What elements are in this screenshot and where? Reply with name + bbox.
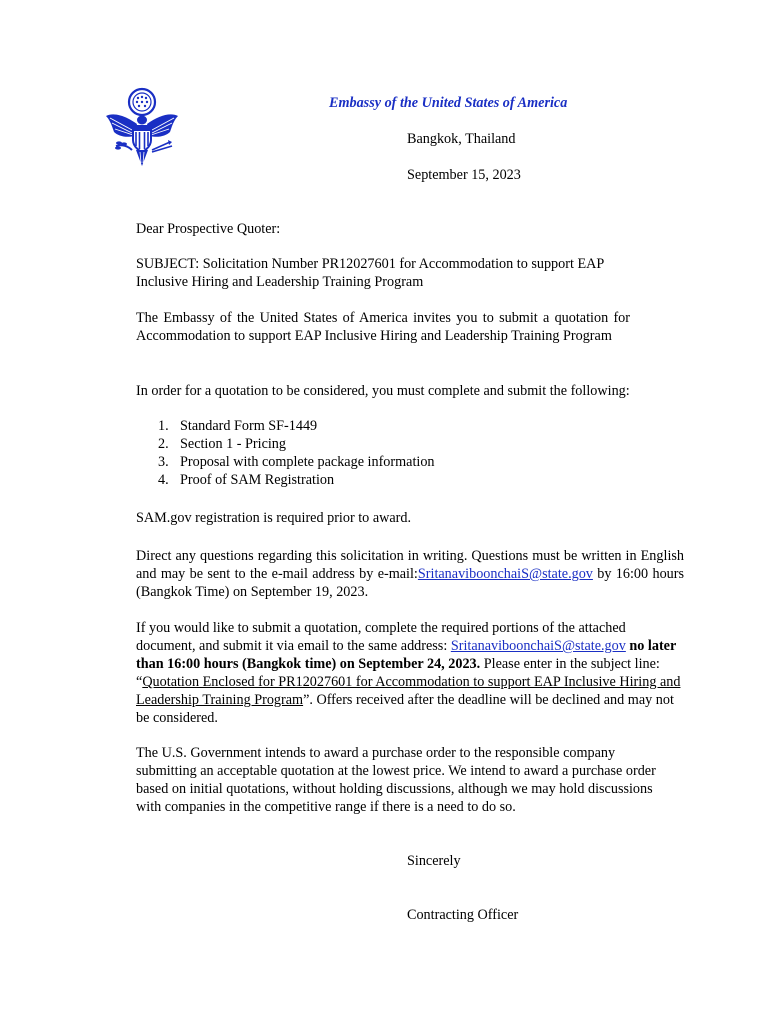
list-item-text: Section 1 - Pricing [180, 436, 286, 452]
subject-paragraph [136, 255, 656, 291]
list-item-number: 3. [158, 454, 169, 470]
closing: Sincerely [407, 853, 461, 869]
salutation-text: Dear Prospective Quoter: [136, 221, 281, 237]
intro-paragraph [136, 309, 630, 345]
list-item-number: 2. [158, 436, 169, 452]
intro-text: The Embassy of the United States of America invites you to submit a quotation for Accommodation to support EAP Inclusive Hiring and Leadership Training Program [136, 310, 630, 344]
sam-note-text: SAM.gov registration is required prior to award. [136, 510, 412, 526]
list-item-number: 1. [158, 418, 169, 434]
list-item [136, 435, 684, 453]
submission-closing-text: ”. Offers received after the deadline will be declined and may not be considered. [136, 692, 674, 726]
us-great-seal-eagle-icon [104, 86, 180, 170]
submission-email-link[interactable]: SritanaviboonchaiS@state.gov [450, 638, 626, 654]
signature-title: Contracting Officer [407, 907, 519, 923]
list-item-number: 4. [158, 472, 169, 488]
subject-text: SUBJECT: Solicitation Number PR12027601 for Accommodation to support EAP Inclusive Hiring and Leadership Training Program [136, 256, 604, 290]
submission-deadline: no later than 16:00 hours (Bangkok time) on September 24, 2023. [136, 638, 677, 672]
questions-paragraph [136, 547, 684, 601]
list-item [136, 417, 684, 435]
sam-note-paragraph [136, 509, 684, 527]
required-subject-line: Quotation Enclosed for PR12027601 for Accommodation to support EAP Inclusive Hiring and Leadership Training Program [136, 674, 681, 708]
embassy-title: Embassy of the United States of America [329, 95, 568, 111]
requirements-intro-paragraph [136, 382, 684, 400]
submission-text: If you would like to submit a quotation, complete the required portions of the attached document, and submit it via email to the same address: [136, 620, 626, 654]
questions-deadline-text: by 16:00 hours (Bangkok Time) on September 19, 2023. [136, 566, 685, 600]
requirements-intro-text: In order for a quotation to be considered, you must complete and submit the following: [136, 383, 630, 399]
questions-email-link[interactable]: SritanaviboonchaiS@state.gov [417, 566, 593, 582]
list-item-text: Proof of SAM Registration [180, 472, 335, 488]
list-item [136, 453, 684, 471]
questions-text: Direct any questions regarding this solicitation in writing. Questions must be written in English and may be sent to the e-mail address by e-mail: [136, 548, 684, 582]
award-text: The U.S. Government intends to award a purchase order to the responsible company submitting an acceptable quotation at the lowest price. We intend to award a purchase order based on initial quotations, without holding discussions, although we may hold discussions with companies in the competitive range if there is a need to do so. [136, 745, 656, 815]
salutation [136, 220, 684, 238]
list-item-text: Proposal with complete package information [180, 454, 435, 470]
list-item-text: Standard Form SF-1449 [180, 418, 318, 434]
header-city: Bangkok, Thailand [407, 131, 516, 147]
requirements-list [136, 417, 684, 489]
submission-paragraph [136, 619, 681, 727]
header-date: September 15, 2023 [407, 167, 521, 183]
award-paragraph [136, 744, 656, 816]
subject-line-intro: Please enter in the subject line: “ [136, 656, 660, 690]
list-item [136, 471, 684, 489]
